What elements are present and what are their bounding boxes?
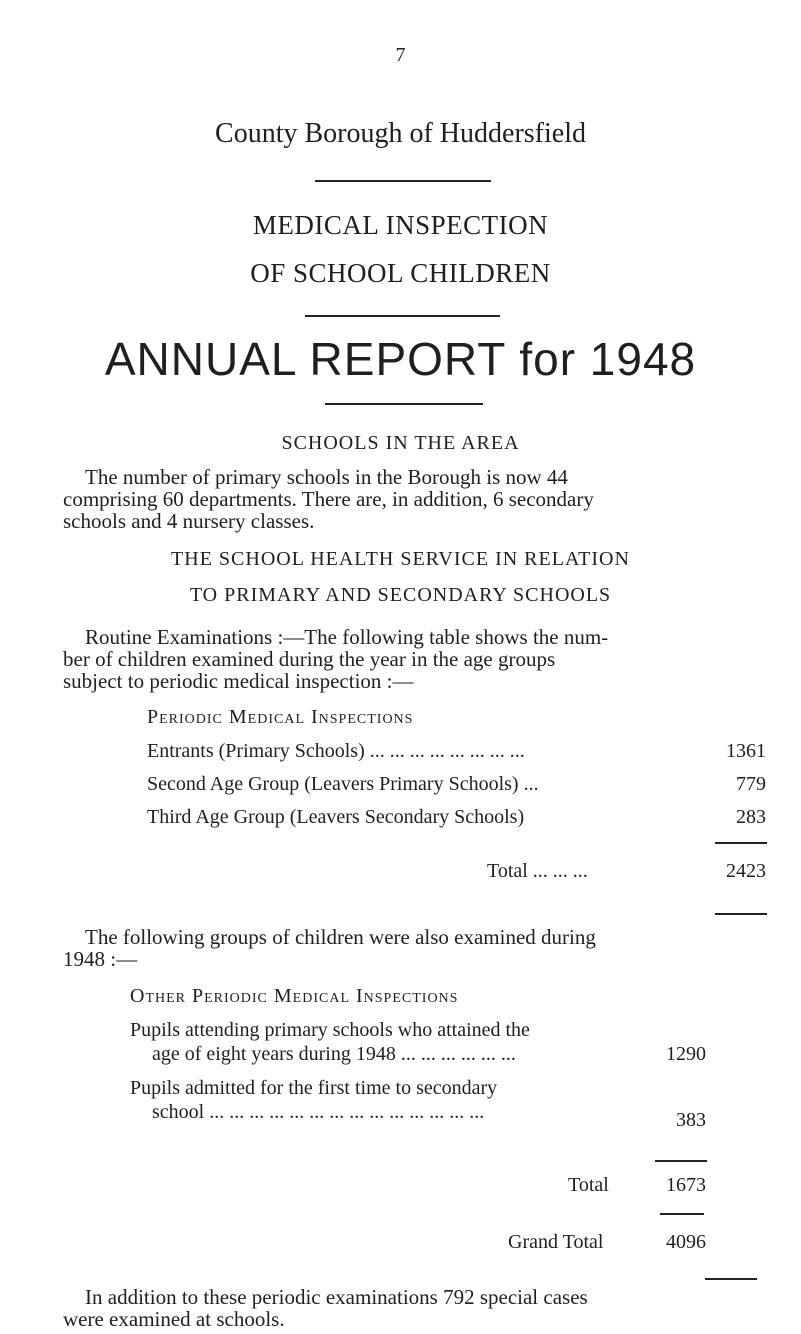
report-title: ANNUAL REPORT for 1948 — [104, 333, 697, 385]
other-row2-value: 383 — [676, 1109, 706, 1131]
schools-line3: schools and 4 nursery classes. — [63, 509, 315, 533]
divider — [315, 180, 491, 182]
other-row1-line1: Pupils attending primary schools who attained the — [130, 1019, 530, 1041]
page-number: 7 — [395, 44, 406, 66]
footer-line1: In addition to these periodic examinations 792 special cases — [85, 1285, 588, 1309]
schools-line2: comprising 60 departments. There are, in addition, 6 secondary — [63, 487, 594, 511]
grand-total-value: 4096 — [666, 1231, 706, 1253]
other-total-label: Total — [568, 1174, 609, 1196]
other-total-value: 1673 — [666, 1174, 706, 1196]
intro-line3: subject to periodic medical inspection :— — [63, 669, 414, 693]
intro-line2: ber of children examined during the year in the age groups — [63, 647, 556, 671]
other-row1-line2: age of eight years during 1948 ... ... ... ... ... ... — [152, 1043, 516, 1065]
grand-total-label: Grand Total — [508, 1231, 604, 1253]
other-heading-text: Other Periodic Medical Inspections — [130, 985, 459, 1007]
footer-line2: were examined at schools. — [63, 1307, 285, 1331]
county-title: County Borough of Huddersfield — [215, 118, 586, 149]
periodic-row-value: 779 — [736, 773, 766, 795]
service-heading-line2: TO PRIMARY AND SECONDARY SCHOOLS — [189, 584, 612, 606]
following-line2: 1948 :— — [63, 947, 138, 971]
other-row1-value: 1290 — [666, 1043, 706, 1065]
periodic-total-label: Total ... ... ... — [487, 860, 588, 882]
other-heading — [130, 985, 458, 1008]
periodic-row-label: Second Age Group (Leavers Primary Schools) ... — [147, 773, 539, 795]
periodic-row-value: 1361 — [726, 740, 766, 762]
sum-rule — [715, 913, 767, 915]
sum-rule — [655, 1160, 707, 1162]
title-line1: MEDICAL INSPECTION — [252, 210, 549, 240]
divider — [305, 315, 500, 317]
other-row2-line1: Pupils admitted for the first time to secondary — [130, 1077, 498, 1099]
intro-line1: Routine Examinations :—The following table shows the num- — [85, 625, 609, 649]
periodic-heading — [147, 706, 413, 729]
periodic-row-label: Third Age Group (Leavers Secondary Schools) — [147, 806, 525, 828]
schools-line1: The number of primary schools in the Borough is now 44 — [85, 465, 568, 489]
sum-rule — [660, 1213, 704, 1215]
title-line2: OF SCHOOL CHILDREN — [250, 258, 551, 288]
service-heading-line1: THE SCHOOL HEALTH SERVICE IN RELATION — [171, 548, 630, 570]
sum-rule — [715, 842, 767, 844]
periodic-heading-text: Periodic Medical Inspections — [147, 706, 414, 728]
following-line1: The following groups of children were also examined during — [85, 925, 596, 949]
periodic-row-label: Entrants (Primary Schools) ... ... ... ... ... ... ... ... — [147, 740, 525, 762]
periodic-row-value: 283 — [736, 806, 766, 828]
schools-heading: SCHOOLS IN THE AREA — [281, 432, 520, 454]
other-row2-line2: school ... ... ... ... ... ... ... ... ... ... ... ... ... ... — [152, 1101, 485, 1123]
divider — [325, 403, 483, 405]
periodic-total-value: 2423 — [726, 860, 766, 882]
sum-rule — [705, 1278, 757, 1280]
